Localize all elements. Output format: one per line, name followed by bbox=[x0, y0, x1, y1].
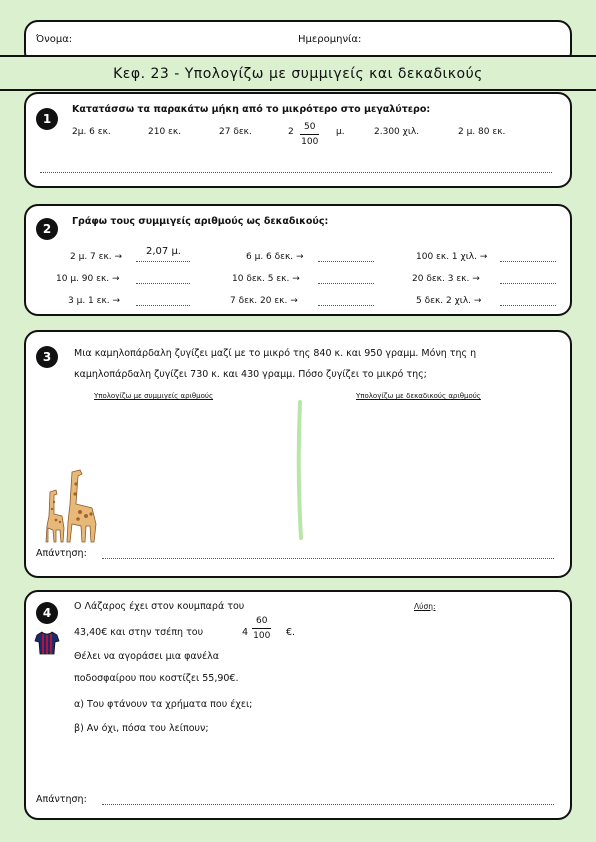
example-answer: 2,07 μ. bbox=[146, 246, 181, 257]
answer-line[interactable] bbox=[500, 283, 556, 284]
problem-line: Ο Λάζαρος έχει στον κουμπαρά του bbox=[74, 601, 245, 612]
answer-line[interactable] bbox=[318, 261, 374, 262]
problem-line: Θέλει να αγοράσει μια φανέλα bbox=[74, 651, 219, 662]
sub-question-b: β) Αν όχι, πόσα του λείπουν; bbox=[74, 723, 209, 734]
answer-label: Απάντηση: bbox=[36, 794, 87, 805]
fraction bbox=[252, 616, 271, 641]
length-item: 2.300 χιλ. bbox=[374, 127, 420, 137]
exercise-1-card bbox=[24, 92, 572, 188]
answer-line[interactable] bbox=[102, 804, 554, 805]
answer-line[interactable] bbox=[102, 558, 554, 559]
jersey-icon bbox=[34, 630, 60, 656]
fraction-denominator: 100 bbox=[253, 631, 271, 641]
page-title: Κεφ. 23 - Υπολογίζω με συμμιγείς και δεκαδικούς bbox=[113, 66, 483, 82]
fraction-numerator: 60 bbox=[252, 616, 271, 629]
problem-text bbox=[74, 343, 476, 385]
exercise-prompt: Γράφω τους συμμιγείς αριθμούς ως δεκαδικούς: bbox=[72, 216, 329, 227]
title-bar bbox=[0, 55, 596, 91]
mixed-number: 100 εκ. 1 χιλ. → bbox=[416, 252, 488, 262]
exercise-3-card bbox=[24, 330, 572, 578]
mixed-number: 6 μ. 6 δεκ. → bbox=[246, 252, 304, 262]
mixed-number: 3 μ. 1 εκ. → bbox=[68, 296, 121, 306]
length-item: 2μ. 6 εκ. bbox=[72, 127, 111, 137]
fraction-numerator: 50 bbox=[300, 122, 319, 135]
name-label: Όνομα: bbox=[36, 34, 73, 45]
answer-line[interactable] bbox=[500, 305, 556, 306]
fraction-whole: 2 bbox=[288, 127, 294, 137]
answer-line[interactable] bbox=[318, 305, 374, 306]
exercise-number: 2 bbox=[36, 218, 58, 240]
mixed-number: 2 μ. 7 εκ. → bbox=[70, 252, 123, 262]
answer-line[interactable] bbox=[318, 283, 374, 284]
fraction-whole: 4 bbox=[242, 627, 249, 638]
answer-label: Απάντηση: bbox=[36, 548, 87, 559]
sub-question-a: α) Του φτάνουν τα χρήματα που έχει; bbox=[74, 699, 253, 710]
problem-line: καμηλοπάρδαλη ζυγίζει 730 κ. και 430 γραμμ. Πόσο ζυγίζει το μικρό της; bbox=[74, 369, 427, 380]
fraction-unit: μ. bbox=[336, 127, 345, 137]
mixed-number: 10 δεκ. 5 εκ. → bbox=[232, 274, 300, 284]
answer-line[interactable] bbox=[136, 283, 190, 284]
answer-line[interactable] bbox=[40, 172, 552, 173]
mixed-number: 20 δεκ. 3 εκ. → bbox=[412, 274, 480, 284]
problem-line: ποδοσφαίρου που κοστίζει 55,90€. bbox=[74, 673, 239, 684]
solution-label: Λύση: bbox=[414, 602, 436, 611]
fraction-unit: €. bbox=[286, 627, 296, 638]
mixed-number: 10 μ. 90 εκ. → bbox=[56, 274, 120, 284]
answer-line[interactable] bbox=[136, 261, 190, 262]
exercise-2-card bbox=[24, 204, 572, 316]
problem-line: 43,40€ και στην τσέπη του bbox=[74, 627, 204, 638]
fraction-denominator: 100 bbox=[301, 137, 319, 147]
mixed-number: 5 δεκ. 2 χιλ. → bbox=[416, 296, 482, 306]
right-heading: Υπολογίζω με δεκαδικούς αριθμούς bbox=[356, 392, 481, 400]
problem-line: Μια καμηλοπάρδαλη ζυγίζει μαζί με το μικρό της 840 κ. και 950 γραμμ. Μόνη της η bbox=[74, 348, 477, 359]
exercise-4-card bbox=[24, 590, 572, 820]
length-item: 210 εκ. bbox=[148, 127, 182, 137]
answer-line[interactable] bbox=[136, 305, 190, 306]
exercise-number: 1 bbox=[36, 108, 58, 130]
exercise-prompt: Κατατάσσω τα παρακάτω μήκη από το μικρότερο στο μεγαλύτερο: bbox=[72, 104, 431, 115]
mixed-number: 7 δεκ. 20 εκ. → bbox=[230, 296, 298, 306]
exercise-number: 3 bbox=[36, 346, 58, 368]
giraffe-icon bbox=[36, 464, 102, 544]
divider-line bbox=[294, 400, 306, 540]
length-item: 27 δεκ. bbox=[219, 127, 252, 137]
date-label: Ημερομηνία: bbox=[298, 34, 362, 45]
fraction bbox=[300, 122, 319, 147]
answer-line[interactable] bbox=[500, 261, 556, 262]
length-item: 2 μ. 80 εκ. bbox=[458, 127, 506, 137]
exercise-number: 4 bbox=[36, 602, 58, 624]
left-heading: Υπολογίζω με συμμιγείς αριθμούς bbox=[94, 392, 214, 400]
